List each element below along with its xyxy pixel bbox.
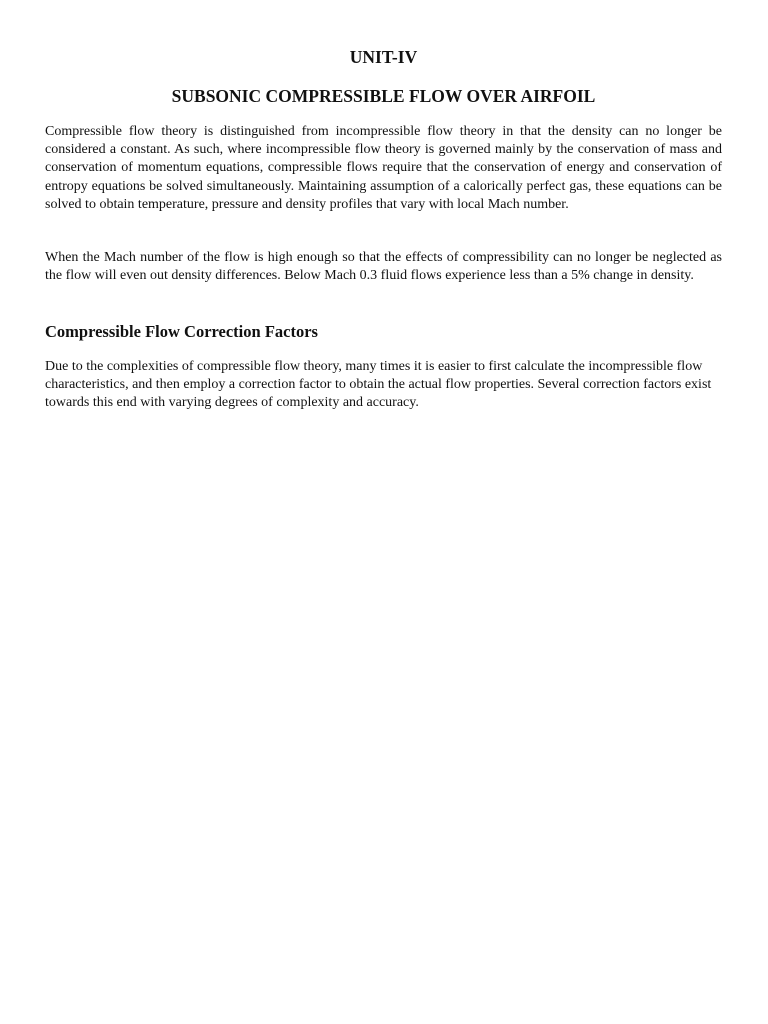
intro-paragraph: Compressible flow theory is distinguished from incompressible flow theory in that the density can no longer be considered a constant. As such, where incompressible flow theory is governed mainly by the conservation of mass and conservation of momentum equations, compressible flows require that the conservation of energy and conservation of entropy equations be solved simultaneously. Maintaining assumption of a calorically perfect gas, these equations can be solved to obtain temperature, pressure and density profiles that vary with local Mach number. — [45, 124, 722, 212]
chapter-title: SUBSONIC COMPRESSIBLE FLOW OVER AIRFOIL — [171, 86, 596, 106]
correction-factors-paragraph: Due to the complexities of compressible flow theory, many times it is easier to first calculate the incompressible flow characteristics, and then employ a correction factor to obtain the actual flow properties. Several correction factors exist towards this end with varying degrees of complexity and accuracy. — [45, 359, 712, 411]
unit-title: UNIT-IV — [349, 47, 418, 67]
mach-number-paragraph: When the Mach number of the flow is high enough so that the effects of compressibility can no longer be neglected as the flow will even out density differences. Below Mach 0.3 fluid flows experience less than a 5% change in density. — [45, 250, 722, 284]
section-heading: Compressible Flow Correction Factors — [45, 322, 318, 341]
